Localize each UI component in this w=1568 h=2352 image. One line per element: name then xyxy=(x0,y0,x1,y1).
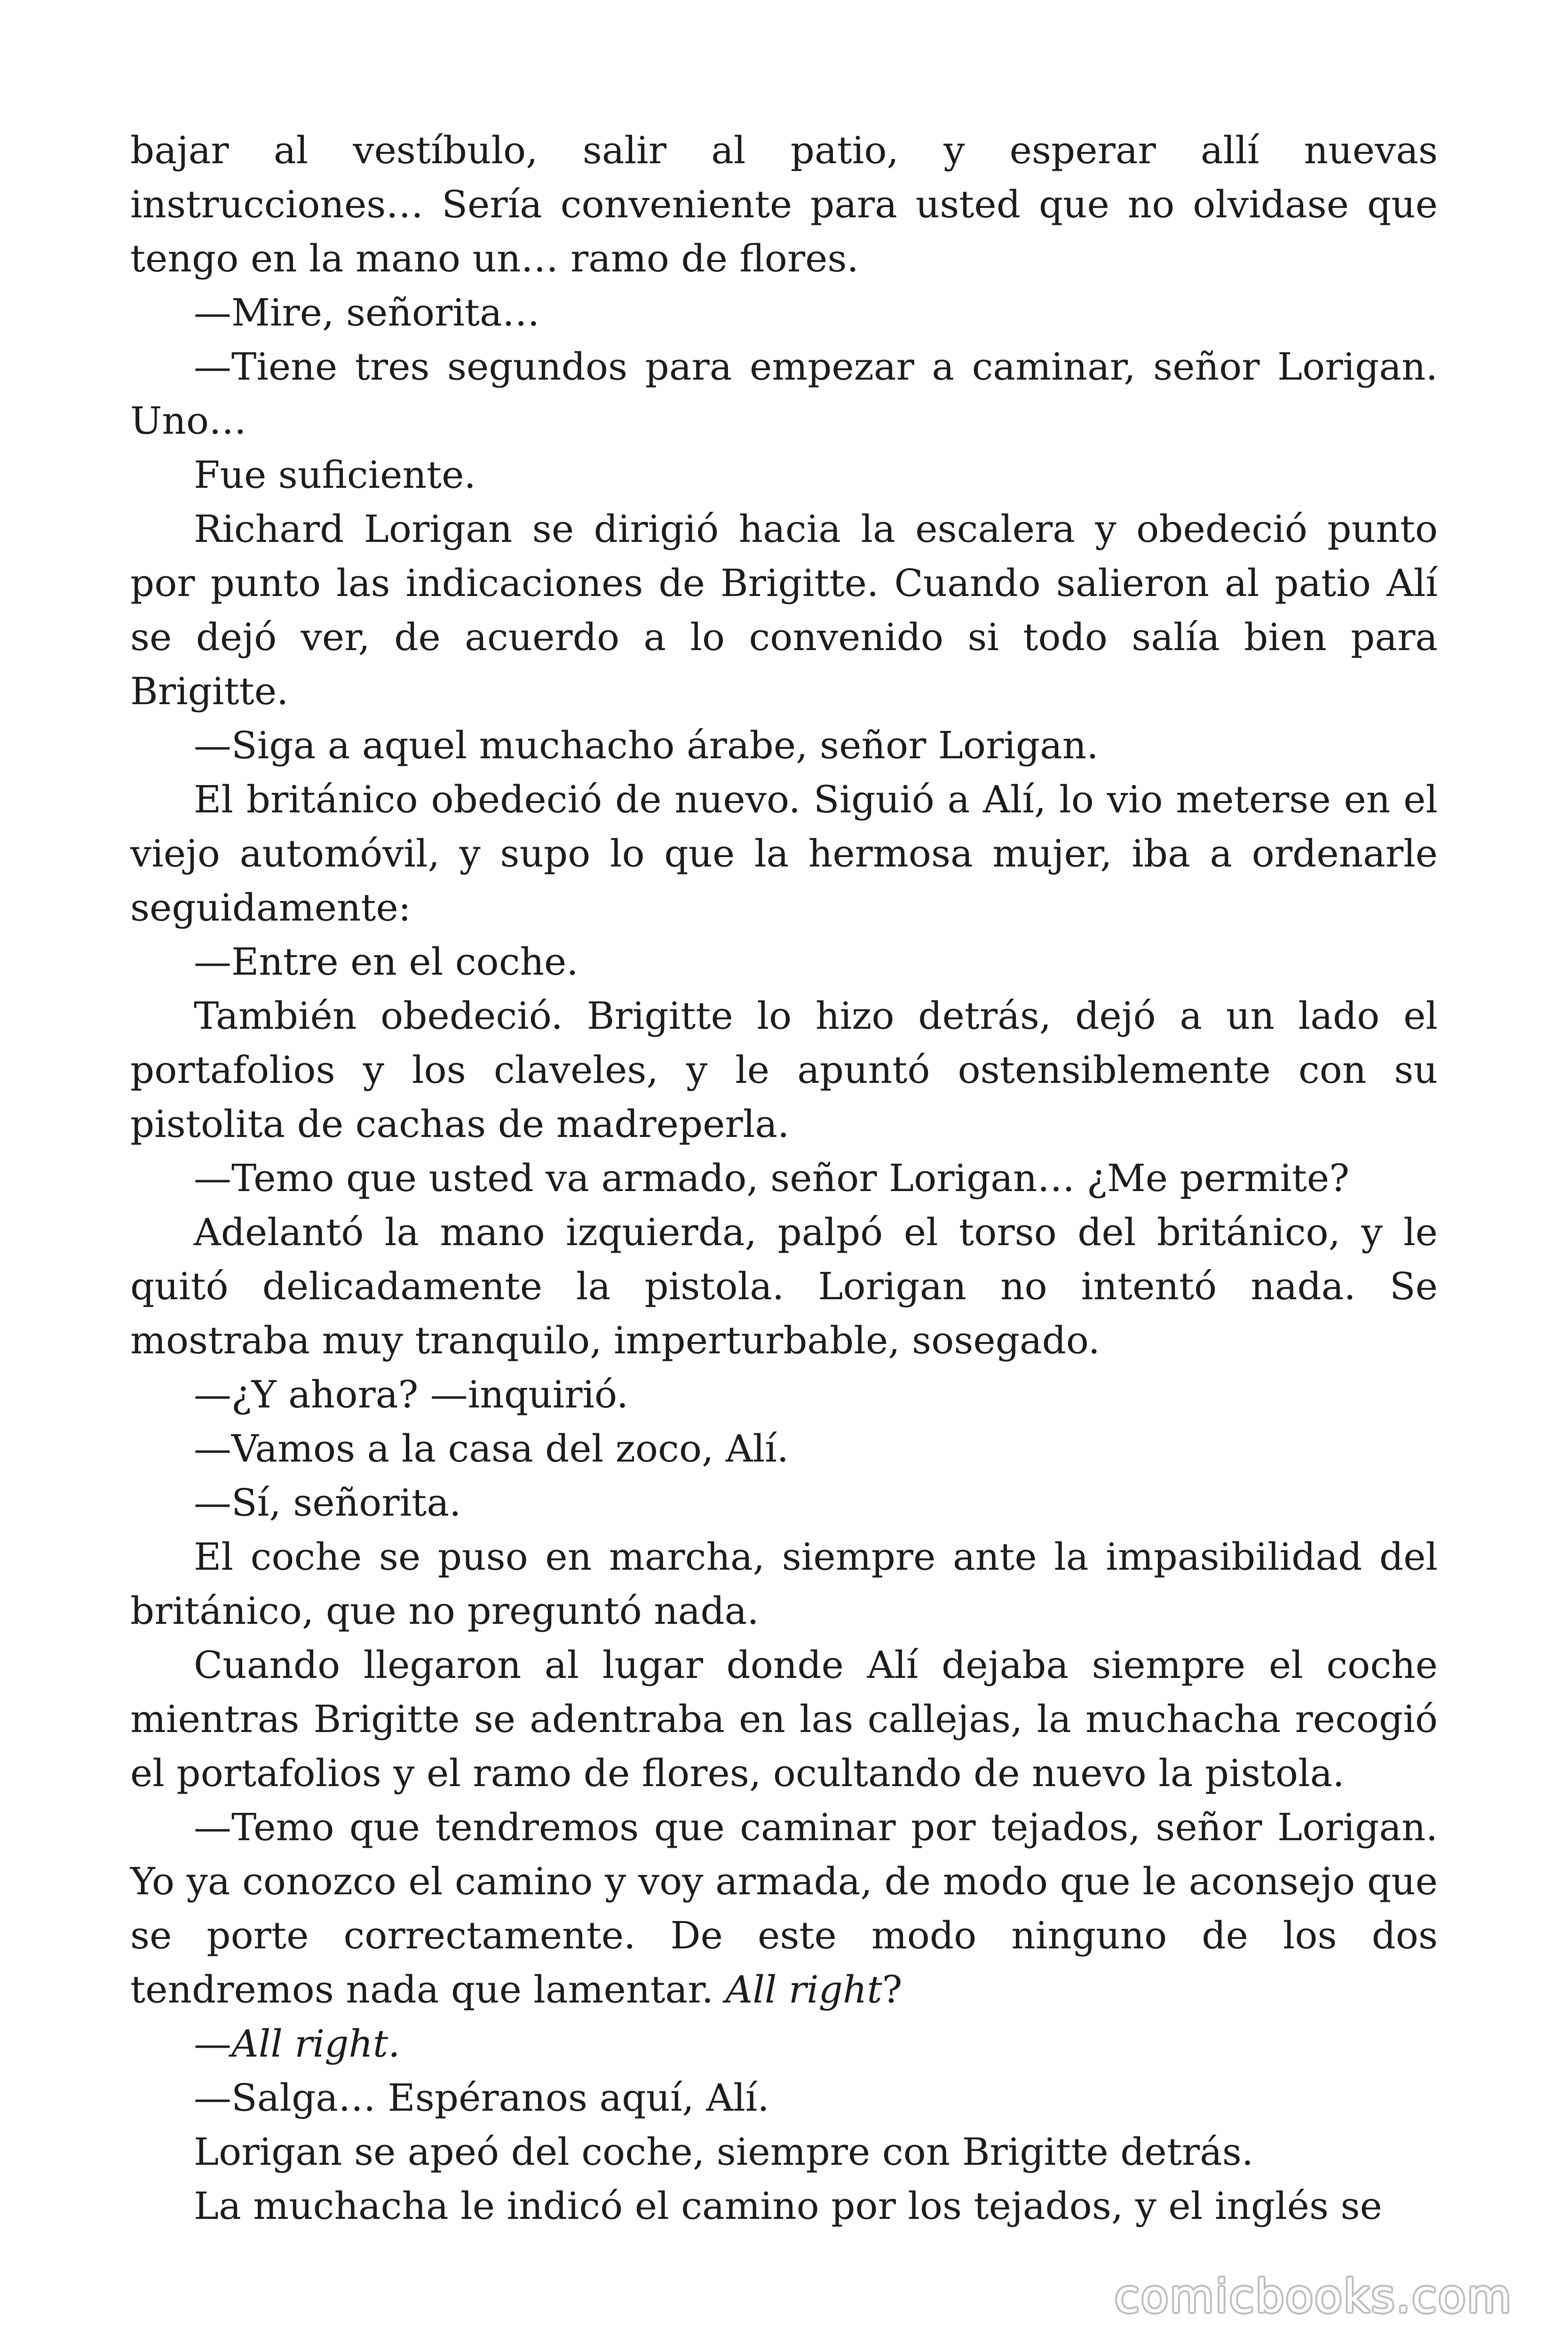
paragraph-13: —Vamos a la casa del zoco, Alí. xyxy=(194,1427,789,1470)
paragraph-19: —Salga… Espéranos aquí, Alí. xyxy=(194,2076,769,2120)
paragraph-4: Fue suficiente. xyxy=(194,453,476,497)
paragraph-12: —¿Y ahora? —inquirió. xyxy=(194,1373,629,1416)
paragraph-18 xyxy=(130,2017,1438,2071)
paragraph-9: También obedeció. Brigitte lo hizo detrás, dejó a un lado el portafolios y los claveles, y le apuntó ostensiblemente con su pistolita de cachas de madreperla. xyxy=(130,994,1438,1146)
watermark: comicbooks.com xyxy=(1114,2270,1513,2323)
paragraph-17-text: —Temo que tendremos que caminar por tejados, señor Lorigan. Yo ya conozco el camino y voy armada, de modo que le aconsejo que se porte correctamente. De este modo ninguno de los dos tendremos nada que lamentar. xyxy=(130,1805,1438,2011)
paragraph-21: La muchacha le indicó el camino por los tejados, y el inglés se xyxy=(194,2184,1382,2228)
page-text xyxy=(130,123,1438,2233)
paragraph-3: —Tiene tres segundos para empezar a caminar, señor Lorigan. Uno… xyxy=(130,345,1438,443)
paragraph-15: El coche se puso en marcha, siempre ante la impasibilidad del británico, que no preguntó nada. xyxy=(130,1535,1438,1633)
paragraph-1: bajar al vestíbulo, salir al patio, y esperar allí nuevas instrucciones… Sería conveniente para usted que no olvidase que tengo en la mano un… ramo de flores. xyxy=(130,128,1438,280)
paragraph-16: Cuando llegaron al lugar donde Alí dejaba siempre el coche mientras Brigitte se adentraba en las callejas, la muchacha recogió el portafolios y el ramo de flores, ocultando de nuevo la pistola. xyxy=(130,1643,1438,1795)
paragraph-20: Lorigan se apeó del coche, siempre con Brigitte detrás. xyxy=(194,2130,1254,2174)
paragraph-7: El británico obedeció de nuevo. Siguió a Alí, lo vio meterse en el viejo automóvil, y supo lo que la hermosa mujer, iba a ordenarle seguidamente: xyxy=(130,778,1438,930)
paragraph-10: —Temo que usted va armado, señor Lorigan… ¿Me permite? xyxy=(194,1156,1350,1200)
paragraph-11: Adelantó la mano izquierda, palpó el torso del británico, y le quitó delicadamente la pistola. Lorigan no intentó nada. Se mostraba muy tranquilo, imperturbable, sosegado. xyxy=(130,1210,1438,1362)
paragraph-17-italic: All right xyxy=(725,1968,882,2011)
paragraph-5: Richard Lorigan se dirigió hacia la escalera y obedeció punto por punto las indicaciones de Brigitte. Cuando salieron al patio Alí se dejó ver, de acuerdo a lo convenido si todo salía bien para Brigitte. xyxy=(130,507,1438,713)
paragraph-17 xyxy=(130,1800,1438,2017)
paragraph-8: —Entre en el coche. xyxy=(194,940,578,984)
paragraph-2: —Mire, señorita… xyxy=(194,291,540,334)
paragraph-17-end: ? xyxy=(882,1968,903,2011)
paragraph-6: —Siga a aquel muchacho árabe, señor Lorigan. xyxy=(194,723,1099,767)
paragraph-18-italic: All right. xyxy=(231,2022,400,2066)
paragraph-18-dash: — xyxy=(194,2022,231,2066)
paragraph-14: —Sí, señorita. xyxy=(194,1481,461,1525)
